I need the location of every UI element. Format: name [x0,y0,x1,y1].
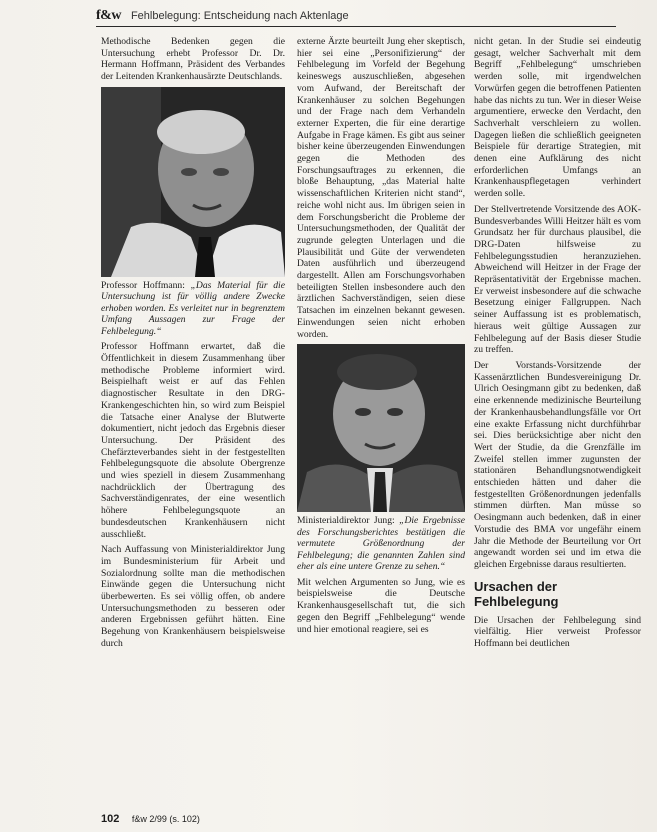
photo-caption-hoffmann [101,280,285,338]
page-number: 102 [101,813,120,825]
column-2 [297,36,465,639]
caption-name: Ministerialdirektor Jung: [297,515,400,527]
paragraph: Der Stellvertretende Vorsitzende des AOK-Bundesverbandes Willi Heitzer hält es vom Grundsatz her für durchaus plausibel, die DRG-Daten hilfsweise zu Fehlbelegungsstudien heranzuziehen. Abweichend will Heitzer in der Frage der Repräsentativität der Ergebnisse machen. Er verweist insbesondere auf die schwache Besetzung einiger Fallgruppen. Nach seiner Auffassung ist es problematisch, hieraus weit gültige Aussagen zur Fehlbelegung auf der Basis dieser Studie zu treffen. [474,203,641,356]
paragraph: Die Ursachen der Fehlbelegung sind vielfältig. Hier verweist Professor Hoffmann bei deutlichen [474,614,641,650]
paragraph: nicht getan. In der Studie sei eindeutig gesagt, welcher Sachverhalt mit dem Begriff „Fehlbelegung“ umschrieben werden solle, mit irgendwelchen Vorwürfen gegen die betroffenen Patienten habe das nichts zu tun. Wer in dieser Weise argumentiere, erwecke den Verdacht, den Sachverhalt verschleiern zu wollen. Dagegen ließen die schließlich geeigneten Beispiele für derartige Strategien, mit denen eine Aufklärung des nicht erforderlichen Umfangs an Krankenhauspflegetagen verhindert werden solle. [474,36,641,200]
page-footer [101,813,200,825]
caption-quote: „Das Material für die Untersuchung ist für völlig andere Zwecke erhoben worden. Es verleitet nur in begrenztem Umfang Aussagen zur Frage der Fehlbelegung.“ [101,279,285,337]
magazine-logo: f&w [96,8,121,23]
portrait-photo-hoffmann [101,87,285,277]
caption-quote: „Die Ergebnisse des Forschungsberichtes bestätigen die vermutete Größenordnung der Fehlbelegung; die genannten Zahlen sind eher als eine untere Grenze zu sehen.“ [297,515,465,573]
section-title: Fehlbelegung: Entscheidung nach Aktenlage [130,10,349,22]
portrait-hoffmann-image [101,87,285,277]
subheading: Ursachen der Fehlbelegung [474,578,559,609]
paragraph: Methodische Bedenken gegen die Untersuchung erhebt Professor Dr. Dr. Hermann Hoffmann, Präsident des Verbandes der Leitenden Krankenhausärzte Deutschlands. [101,36,285,83]
paragraph: Nach Auffassung von Ministerialdirektor Jung im Bundesministerium für Arbeit und Sozialordnung sollte man die methodischen Einwände gegen die Untersuchung nicht überbewerten. Es sei völlig offen, ob andere Untersuchungsmethoden zu besseren oder anderen Ergebnissen geführt hätten. Eine Begehung von Krankenhäusern beispielsweise durch [101,544,285,649]
paragraph: Der Vorstands-Vorsitzende der Kassenärztlichen Bundesvereinigung Dr. Ulrich Oesingmann gibt zu bedenken, daß eine erkennende medizinische Beurteilung der Krankenhausbehandlungsfälle vor Ort eine exakte Erfassung nicht durchführbar sei. Dies berücksichtige aber nicht den Wert der Studie, da die Grenzfälle im Zweifel stellen immer zugunsten der stationären Behandlungsnotwendigkeit entschieden hätten und daher die festgestellten Größenordnungen jedenfalls stimmen dürften. Man müsse so Oesingmann auch bedenken, daß in einer Vorstudie des BMA vor ungefähr einem Jahr die Methode der Beurteilung vor Ort angewandt worden sei und im etwa die gleichen Ergebnisse daraus resultierten. [474,359,641,570]
portrait-jung-image [297,344,465,512]
caption-name: Professor Hoffmann: [101,279,191,291]
photo-caption-jung [297,515,465,573]
column-1 [101,36,285,654]
paragraph: Professor Hoffmann erwartet, daß die Öffentlichkeit in diesem Zusammenhang über methodische Probleme informiert wird. Beispielhaft weist er auf das Fehlen diagnostischer Resultate in den DRG-Krankengeschichten hin, so wird zum Beispiel die Tatsache einer Analyse der Blutwerte dokumentiert, nicht jedoch das Ergebnis dieser Untersuchung. Der Präsident des Chefärzteverbandes sieht in der festgestellten Fehlbelegungsquote die absolute Obergrenze und wies speziell in diesem Zusammenhang nachdrücklich der Übertragung des Sachverständigenrates, der eine wesentlich höhere Fehlbelegungsquote an bundesdeutschen Krankenhäusern nicht ausschließt. [101,341,285,540]
paragraph: externe Ärzte beurteilt Jung eher skeptisch, hier sei eine „Personifizierung“ der Fehlbelegung im Vorfeld der Begehung keineswegs auszuschließen, abgesehen vom Aufwand, der Bereitschaft der Krankenhäuser zu solchen Begehungen und der Frage nach dem Verhandeln externer Experten, die für eine derartige Aufgabe in Frage kämen. Es gibt aus seiner bisher keine überzeugenden Einwendungen gegen die Methoden des Forschungsauftrages zu erkennen, die bloße Behauptung, „das Material halte wissenschaftlichen Kriterien nicht stand“, reiche wohl nicht aus. Im übrigen seien in dem Forschungsbericht die Probleme der Untersuchungsmethoden, der Qualität der zugrunde gelegten Unterlagen und die Plausibilität und Güte der verwendeten Daten ausführlich und überzeugend dargestellt. Allen am Forschungsvorhaben beteiligten Stellen insbesondere auch den ärztlichen Sachverständigen, seien diese Tatsachen im einzelnen bekannt gewesen. Einwendungen seien nicht erhoben worden. [297,36,465,340]
portrait-photo-jung [297,344,465,512]
issue-label: f&w 2/99 (s. 102) [131,814,200,824]
page-header [96,6,616,27]
column-3 [474,36,641,654]
paragraph: Mit welchen Argumenten so Jung, wie es beispielsweise die Deutsche Krankenhausgesellschaft tut, die sich gegen den Begriff „Fehlbelegung“ wende und hier emotional reagiere, sei es [297,576,465,635]
